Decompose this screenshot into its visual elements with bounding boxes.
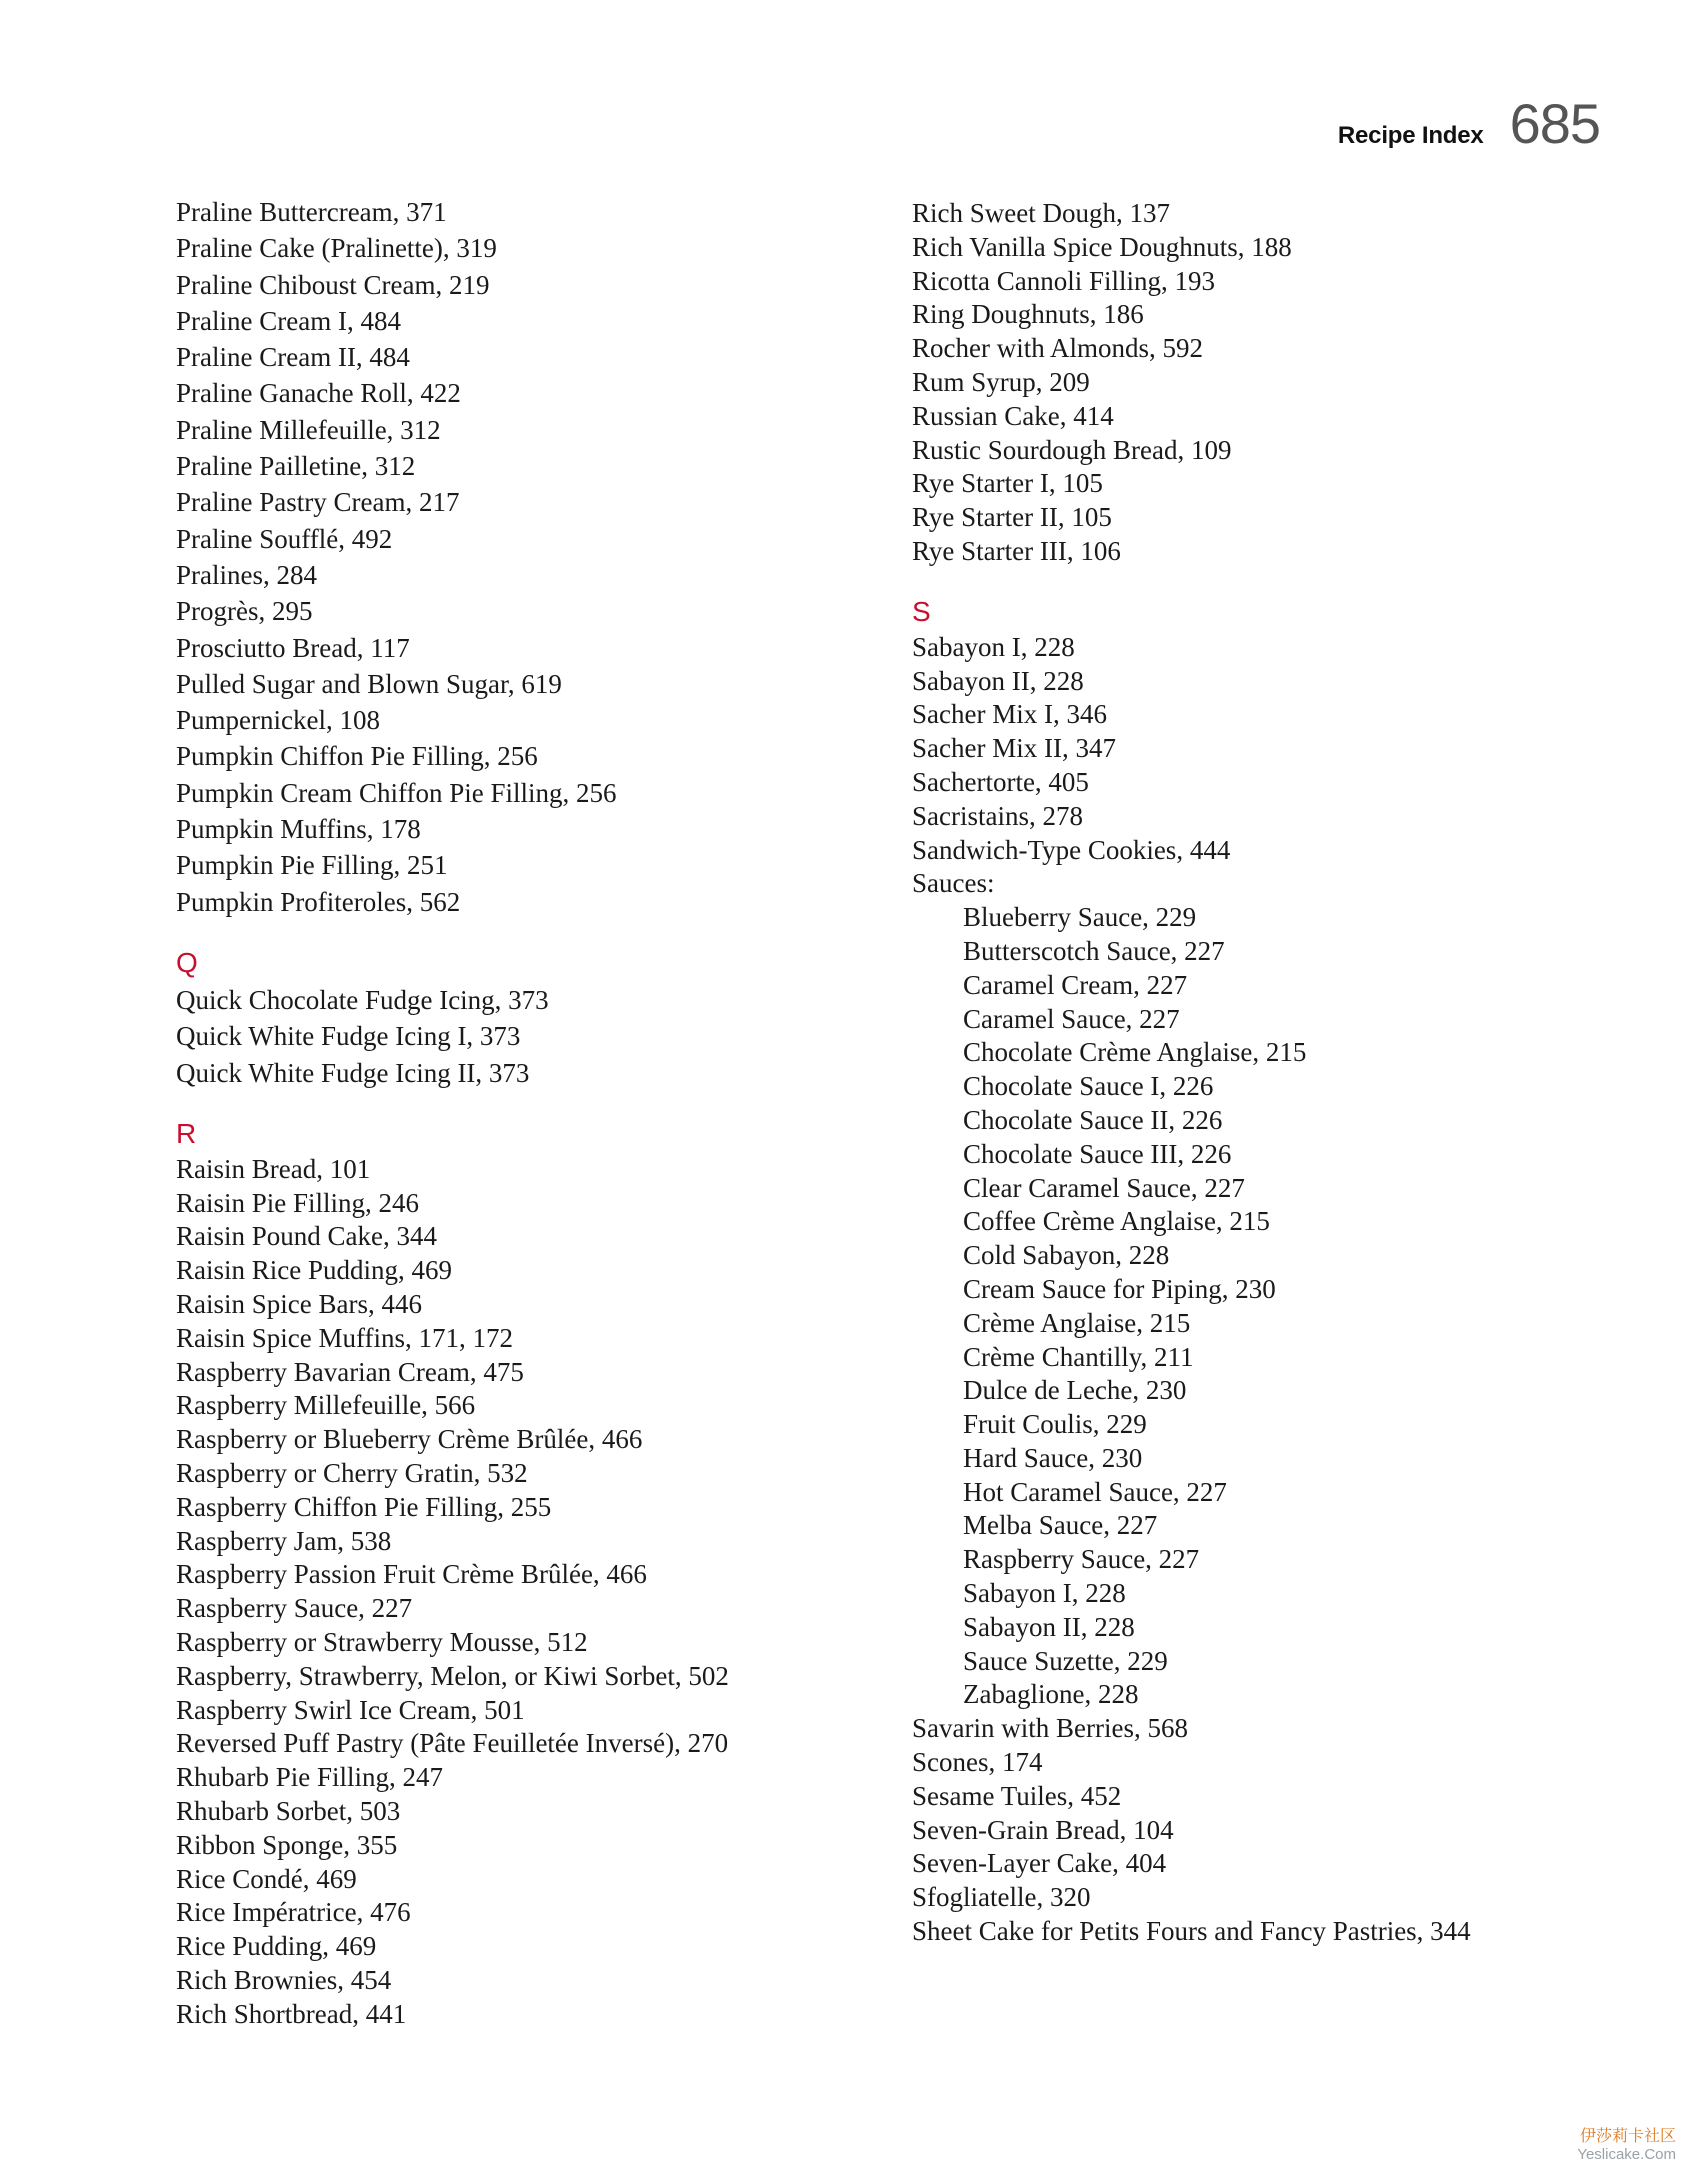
index-entry: Pumpkin Cream Chiffon Pie Filling, 256 <box>176 777 617 808</box>
q-entries-group <box>176 982 876 1091</box>
index-entry: Sauces: <box>912 868 995 899</box>
r-entries-group <box>176 1153 876 2032</box>
index-entry: Raspberry or Blueberry Crème Brûlée, 466 <box>176 1424 643 1455</box>
letter-heading-r: R <box>176 1117 197 1149</box>
index-entry: Praline Pastry Cream, 217 <box>176 487 460 518</box>
s-entries-group-continued <box>912 1712 1632 1949</box>
index-entry: Sacher Mix II, 347 <box>912 733 1116 764</box>
index-subentry: Coffee Crème Anglaise, 215 <box>963 1206 1270 1237</box>
index-entry: Rocher with Almonds, 592 <box>912 333 1203 364</box>
index-entry: Rustic Sourdough Bread, 109 <box>912 434 1232 465</box>
watermark <box>1577 2127 1676 2163</box>
index-entry: Rhubarb Pie Filling, 247 <box>176 1762 444 1793</box>
page-number: 685 <box>1509 92 1600 155</box>
index-subentry: Sabayon II, 228 <box>963 1611 1135 1642</box>
index-entry: Sheet Cake for Petits Fours and Fancy Pastries, 344 <box>912 1916 1471 1947</box>
index-entry: Raisin Spice Muffins, 171, 172 <box>176 1322 513 1353</box>
index-subentry: Caramel Sauce, 227 <box>963 1003 1180 1034</box>
index-entry: Pumpkin Pie Filling, 251 <box>176 850 448 881</box>
index-entry: Reversed Puff Pastry (Pâte Feuilletée Inversé), 270 <box>176 1728 729 1759</box>
index-entry: Praline Millefeuille, 312 <box>176 414 441 445</box>
index-entry: Raisin Pie Filling, 246 <box>176 1187 420 1218</box>
watermark-en: Yeslicake.Com <box>1577 2145 1676 2163</box>
index-entry: Raisin Bread, 101 <box>176 1153 371 1184</box>
sauces-subentries-group <box>912 901 1632 1712</box>
index-entry: Raspberry Jam, 538 <box>176 1525 392 1556</box>
index-entry: Pumpernickel, 108 <box>176 705 380 736</box>
index-entry: Raspberry Millefeuille, 566 <box>176 1390 476 1421</box>
index-entry: Raspberry Chiffon Pie Filling, 255 <box>176 1491 552 1522</box>
index-entry: Praline Cake (Pralinette), 319 <box>176 233 497 264</box>
index-entry: Raspberry Sauce, 227 <box>176 1593 413 1624</box>
index-entry: Seven-Layer Cake, 404 <box>912 1848 1167 1879</box>
index-entry: Sacristains, 278 <box>912 800 1083 831</box>
index-entry: Rye Starter III, 106 <box>912 535 1121 566</box>
index-entry: Raisin Pound Cake, 344 <box>176 1221 437 1252</box>
index-entry: Pulled Sugar and Blown Sugar, 619 <box>176 668 562 699</box>
index-entry: Rich Shortbread, 441 <box>176 1998 407 2029</box>
index-entry: Sachertorte, 405 <box>912 766 1089 797</box>
index-entry: Sacher Mix I, 346 <box>912 699 1107 730</box>
index-entry: Prosciutto Bread, 117 <box>176 632 410 663</box>
index-entry: Rich Brownies, 454 <box>176 1964 392 1995</box>
p-entries-group <box>176 194 876 920</box>
index-subentry: Fruit Coulis, 229 <box>963 1409 1147 1440</box>
index-subentry: Crème Chantilly, 211 <box>963 1341 1194 1372</box>
left-column <box>176 194 876 2032</box>
index-subentry: Crème Anglaise, 215 <box>963 1307 1191 1338</box>
s-entries-group <box>912 631 1632 901</box>
index-entry: Raspberry or Strawberry Mousse, 512 <box>176 1626 588 1657</box>
index-entry: Pralines, 284 <box>176 559 317 590</box>
index-entry: Praline Chiboust Cream, 219 <box>176 269 490 300</box>
index-entry: Rich Vanilla Spice Doughnuts, 188 <box>912 231 1292 262</box>
index-subentry: Hot Caramel Sauce, 227 <box>963 1476 1227 1507</box>
index-entry: Praline Buttercream, 371 <box>176 197 447 227</box>
index-subentry: Chocolate Sauce I, 226 <box>963 1071 1214 1102</box>
index-entry: Raisin Spice Bars, 446 <box>176 1289 422 1320</box>
index-entry: Pumpkin Chiffon Pie Filling, 256 <box>176 741 538 772</box>
index-entry: Rye Starter I, 105 <box>912 468 1103 499</box>
index-entry: Rice Condé, 469 <box>176 1863 357 1894</box>
index-subentry: Zabaglione, 228 <box>963 1679 1139 1710</box>
page-header <box>1337 92 1600 155</box>
index-entry: Raspberry, Strawberry, Melon, or Kiwi Sorbet, 502 <box>176 1660 729 1691</box>
index-entry: Rice Pudding, 469 <box>176 1931 377 1962</box>
index-entry: Quick Chocolate Fudge Icing, 373 <box>176 984 549 1015</box>
r-entries-group-continued <box>912 197 1632 569</box>
index-entry: Raisin Rice Pudding, 469 <box>176 1255 452 1286</box>
letter-heading-s: S <box>912 595 931 627</box>
index-subentry: Chocolate Crème Anglaise, 215 <box>963 1037 1307 1068</box>
index-entry: Ricotta Cannoli Filling, 193 <box>912 265 1215 296</box>
index-subentry: Cold Sabayon, 228 <box>963 1240 1170 1271</box>
right-column <box>912 197 1632 1949</box>
index-subentry: Hard Sauce, 230 <box>963 1442 1143 1473</box>
index-entry: Sandwich-Type Cookies, 444 <box>912 834 1231 865</box>
index-entry: Praline Ganache Roll, 422 <box>176 378 461 409</box>
index-entry: Sesame Tuiles, 452 <box>912 1780 1122 1811</box>
index-entry: Pumpkin Muffins, 178 <box>176 814 421 845</box>
index-subentry: Dulce de Leche, 230 <box>963 1375 1187 1406</box>
index-subentry: Chocolate Sauce III, 226 <box>963 1138 1232 1169</box>
index-entry: Raspberry Passion Fruit Crème Brûlée, 466 <box>176 1559 647 1590</box>
index-entry: Praline Cream I, 484 <box>176 305 401 336</box>
index-entry: Praline Soufflé, 492 <box>176 523 393 554</box>
index-entry: Raspberry Swirl Ice Cream, 501 <box>176 1694 525 1725</box>
index-entry: Rich Sweet Dough, 137 <box>912 198 1170 228</box>
index-entry: Praline Pailletine, 312 <box>176 451 416 482</box>
index-entry: Savarin with Berries, 568 <box>912 1713 1188 1744</box>
index-subentry: Raspberry Sauce, 227 <box>963 1544 1200 1575</box>
index-entry: Quick White Fudge Icing I, 373 <box>176 1021 521 1052</box>
index-entry: Russian Cake, 414 <box>912 400 1114 431</box>
index-subentry: Butterscotch Sauce, 227 <box>963 935 1225 966</box>
index-entry: Ribbon Sponge, 355 <box>176 1829 398 1860</box>
index-entry: Sfogliatelle, 320 <box>912 1882 1091 1913</box>
index-entry: Rye Starter II, 105 <box>912 502 1112 533</box>
index-entry: Seven-Grain Bread, 104 <box>912 1814 1174 1845</box>
index-subentry: Clear Caramel Sauce, 227 <box>963 1172 1245 1203</box>
index-entry: Rice Impératrice, 476 <box>176 1897 411 1928</box>
index-subentry: Sabayon I, 228 <box>963 1578 1126 1609</box>
index-entry: Pumpkin Profiteroles, 562 <box>176 886 461 917</box>
letter-heading-q: Q <box>176 946 198 978</box>
index-subentry: Melba Sauce, 227 <box>963 1510 1158 1541</box>
watermark-cn: 伊莎莉卡社区 <box>1579 2126 1676 2146</box>
index-entry: Sabayon I, 228 <box>912 631 1075 662</box>
index-entry: Scones, 174 <box>912 1747 1043 1778</box>
index-subentry: Sauce Suzette, 229 <box>963 1645 1168 1676</box>
index-subentry: Chocolate Sauce II, 226 <box>963 1104 1223 1135</box>
index-entry: Praline Cream II, 484 <box>176 342 410 373</box>
index-entry: Rum Syrup, 209 <box>912 366 1090 397</box>
index-entry: Raspberry Bavarian Cream, 475 <box>176 1356 524 1387</box>
index-subentry: Cream Sauce for Piping, 230 <box>963 1273 1276 1304</box>
index-entry: Sabayon II, 228 <box>912 665 1084 696</box>
index-entry: Rhubarb Sorbet, 503 <box>176 1795 401 1826</box>
index-entry: Raspberry or Cherry Gratin, 532 <box>176 1458 528 1488</box>
section-title: Recipe Index <box>1337 122 1484 149</box>
index-entry: Progrès, 295 <box>176 596 313 627</box>
index-entry: Ring Doughnuts, 186 <box>912 299 1144 330</box>
index-subentry: Blueberry Sauce, 229 <box>963 902 1197 933</box>
index-entry: Quick White Fudge Icing II, 373 <box>176 1057 530 1088</box>
index-subentry: Caramel Cream, 227 <box>963 969 1188 1000</box>
